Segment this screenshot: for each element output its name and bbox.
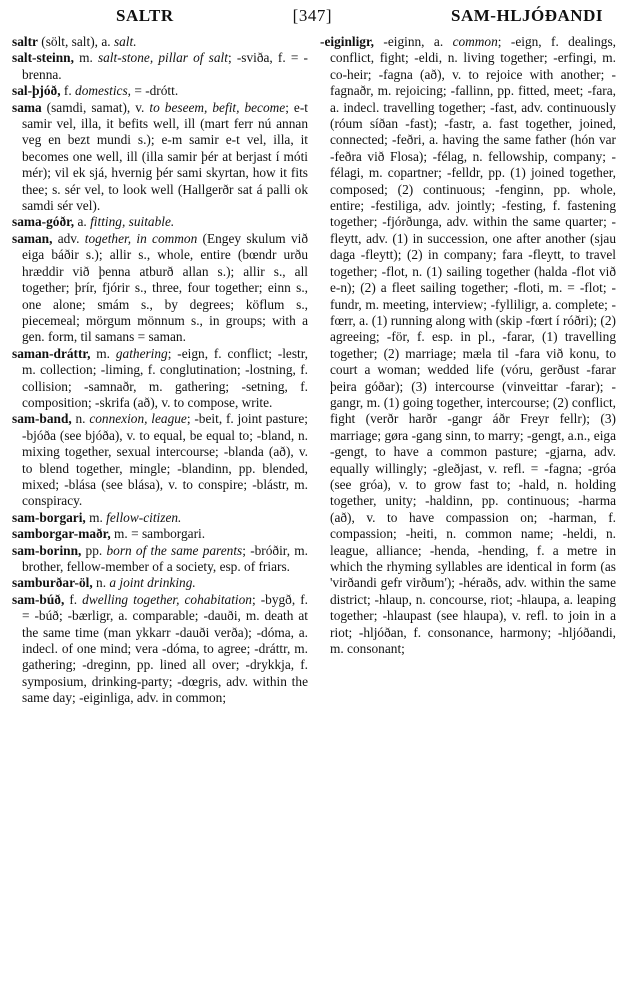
entry-gloss: fitting, suitable. bbox=[90, 214, 175, 230]
entry-definition: ; -eign, f. conflict; -lestr, m. collection; -liming, f. conglutination; -lostning, f. collision; -samnaðr, m. gathering; -setning, f. composition; -skrifa (að), v. to compose, write. bbox=[22, 345, 308, 410]
entry-headword: salt-steinn, bbox=[12, 50, 74, 66]
columns bbox=[12, 34, 617, 707]
entry-definition: (Engey skulum við eiga báðir s.); allir s., whole, entire (bœndr urðu hræddir við þenna atburð allan s.); allir s., all together; þrír, fjórir s., three, four together; einn s., one alone; smám s., by degrees; köflum s., piecemeal; mörgum mönnum s., in groups; with a gen. form, til samans = saman. bbox=[22, 230, 308, 345]
dictionary-entry bbox=[12, 34, 308, 50]
entry-grammar: f. bbox=[60, 83, 76, 99]
entry-grammar: n. bbox=[71, 411, 90, 427]
header-left-word: SALTR bbox=[116, 6, 174, 25]
dictionary-entry bbox=[12, 526, 308, 542]
entry-gloss: dwelling together, cohabitation bbox=[82, 591, 252, 607]
page-number: [347] bbox=[292, 6, 332, 25]
entry-definition: ; -eign, f. dealings, conflict, fight; -eldi, n. living together; -erfingi, m. co-heir; -fagna (að), v. to rejoice with another; -fagnaðr, m. rejoicing; -fallinn, pp. fitted, meet; -fara, a. indecl. travelling together; -fast, adv. continuously (róum síðan -fast); -fastr, a. fast together, joined, connected; -feðri, a. having the same father (hón var -feðra við Flosa); -félag, n. fellowship, company; -félagi, m. copartner; -felldr, pp. (1) joined together, composed; (2) continuous; -fenginn, pp. whole, entire; -festiliga, adv. jointly; -festing, f. fastening together; -fjórðunga, adv. within the same quarter; -fleytt, adv. (1) in succession, one after another (sjau daga -fleytt); (2) in company; fara -fleytt, to travel together; -flot, n. (1) sailing together (halda -flot við e-n); (2) a fleet sailing together; -floti, m. = -flot; -fundr, m. meeting, interview; -fylliligr, a. complete; -fœrr, a. (1) running along with (skip -fœrt í róðri); (2) agreeing; -för, f. esp. in pl., -farar, (1) travelling together; (2) marriage; mæla til -fara við konu, to court a woman; wedded life (vóru, gerðust -farar þeira góðar); (3) intercourse (vinveittar -farar); -gangr, m. (1) going together, intercourse; (2) conflict, fight (verðr harðr -gangr áðr Freyr fellr); (3) marriage; gøra -gang sinn, to marry; -gengt, a.n., eiga -gengt, to have a common pasture; -gjarna, adv. equally willingly; -gleðjast, v. refl. = -fagna; -gróa (see gróa), v. to grow fast to; -hald, n. holding together, unity; -haldinn, pp. continuous; -harma (að), v. to have compassion on; -harman, f. compassion; -heiti, n. common name; -heldi, n. league, alliance; -henda, -hending, f. a metre in which the rhyming syllables are identical in form (as 'virðandi gefr virðum'); -héraðs, adv. within the same district; -hlaup, n. concourse, riot; -hlaupa, a. leaping together; -hlaupast (see hlaupa), v. refl. to join in a riot; -hljóðan, f. consonance, harmony; -hljóðandi, m. consonant; bbox=[330, 34, 616, 657]
entry-grammar: m. bbox=[90, 345, 116, 361]
entry-headword: samborgar-maðr, bbox=[12, 526, 111, 542]
entry-headword: samburðar-öl, bbox=[12, 575, 93, 591]
entry-headword: saman, bbox=[12, 230, 53, 246]
entry-gloss: a joint drinking. bbox=[109, 575, 196, 591]
entry-gloss: together, in common bbox=[84, 230, 198, 246]
entry-definition: ; -bygð, f. = -búð; -bærligr, a. comparable; -dauði, m. death at the same time (man ykkarr -dauði verða); -dóma, a. indecl. of one mind; vera -dóma, to agree; -dráttr, m. gathering; -dreginn, pp. lined all over; -drykkja, f. symposium, drinking-party; -dœgris, adv. within the same day; -eiginliga, adv. in common; bbox=[22, 591, 308, 706]
dictionary-entry bbox=[12, 346, 308, 412]
left-column bbox=[12, 34, 308, 707]
dictionary-entry bbox=[12, 411, 308, 509]
entry-headword: -eiginligr, bbox=[320, 34, 374, 49]
right-column bbox=[320, 34, 616, 707]
dictionary-entry bbox=[12, 510, 308, 526]
entry-grammar: f. bbox=[64, 591, 83, 607]
entry-gloss: salt. bbox=[113, 34, 137, 49]
entry-definition: ; -bróðir, m. brother, fellow-member of a society, esp. of friars. bbox=[22, 542, 308, 574]
entry-grammar: n. bbox=[92, 575, 110, 591]
header-right-word: SAM-HLJÓÐANDI bbox=[451, 6, 603, 25]
dictionary-entry bbox=[12, 50, 308, 83]
entry-headword: sam-band, bbox=[12, 411, 72, 427]
entry-definition: , = -drótt. bbox=[127, 83, 179, 99]
dictionary-entry bbox=[12, 83, 308, 99]
entry-headword: sam-borgari, bbox=[12, 509, 86, 525]
entry-definition: ; e-t samir vel, illa, it befits well, ill (mart ferr nú annan veg en bezt mundi s.); e-m samir e-t vel, illa, it becomes one well, ill (illa samir þér at berjast í móti mér); vil ek sjá, hvernig þér sami skyrtan, how it fits thee; s. sér vel, to look well (Hallgerðr sat á palli ok samdi sér vel). bbox=[22, 99, 308, 214]
entry-headword: sam-búð, bbox=[12, 591, 65, 607]
page-header bbox=[12, 6, 617, 34]
dictionary-entry bbox=[12, 231, 308, 346]
entry-grammar: m. bbox=[73, 50, 98, 66]
entry-gloss: connexion, league bbox=[89, 411, 187, 427]
entry-grammar: a. bbox=[74, 214, 91, 230]
entry-gloss: fellow-citizen. bbox=[106, 509, 182, 525]
entry-grammar: (sölt, salt), a. bbox=[37, 34, 114, 49]
entry-gloss: common bbox=[452, 34, 498, 49]
entry-grammar: adv. bbox=[52, 230, 85, 246]
entry-gloss: salt-stone, pillar of salt bbox=[97, 50, 228, 66]
dictionary-entry bbox=[12, 214, 308, 230]
dictionary-entry bbox=[12, 575, 308, 591]
dictionary-entry bbox=[12, 592, 308, 707]
entry-gloss: domestics bbox=[75, 83, 128, 99]
entry-grammar: m. = samborgari. bbox=[110, 526, 206, 542]
entry-headword: sam-borinn, bbox=[12, 542, 82, 558]
entry-headword: sama-góðr, bbox=[12, 214, 75, 230]
entry-gloss: to beseem, befit, become bbox=[149, 99, 286, 115]
entry-grammar: (samdi, samat), v. bbox=[41, 99, 150, 115]
dictionary-entry bbox=[12, 100, 308, 215]
dictionary-entry bbox=[320, 34, 616, 657]
entry-gloss: gathering bbox=[115, 345, 168, 361]
entry-grammar: -eiginn, a. bbox=[374, 34, 453, 49]
entry-headword: sama bbox=[12, 99, 42, 115]
entry-headword: sal-þjóð, bbox=[12, 83, 61, 99]
entry-gloss: born of the same parents bbox=[106, 542, 243, 558]
entry-definition: ; -beit, f. joint pasture; -bjóða (see bjóða), v. to equal, be equal to; -bland, n. mixing together, sexual intercourse; -blanda (að), v. to blend together, mingle; -blandinn, pp. blended, mixed; -blása (see blása), v. to conspire; -blástr, m. conspiracy. bbox=[22, 411, 309, 509]
entry-definition: ; -sviða, f. = -brenna. bbox=[22, 50, 308, 82]
entry-headword: saltr bbox=[12, 34, 38, 49]
dictionary-entry bbox=[12, 543, 308, 576]
entry-headword: saman-dráttr, bbox=[12, 345, 91, 361]
entry-grammar: pp. bbox=[81, 542, 107, 558]
entry-grammar: m. bbox=[85, 509, 107, 525]
